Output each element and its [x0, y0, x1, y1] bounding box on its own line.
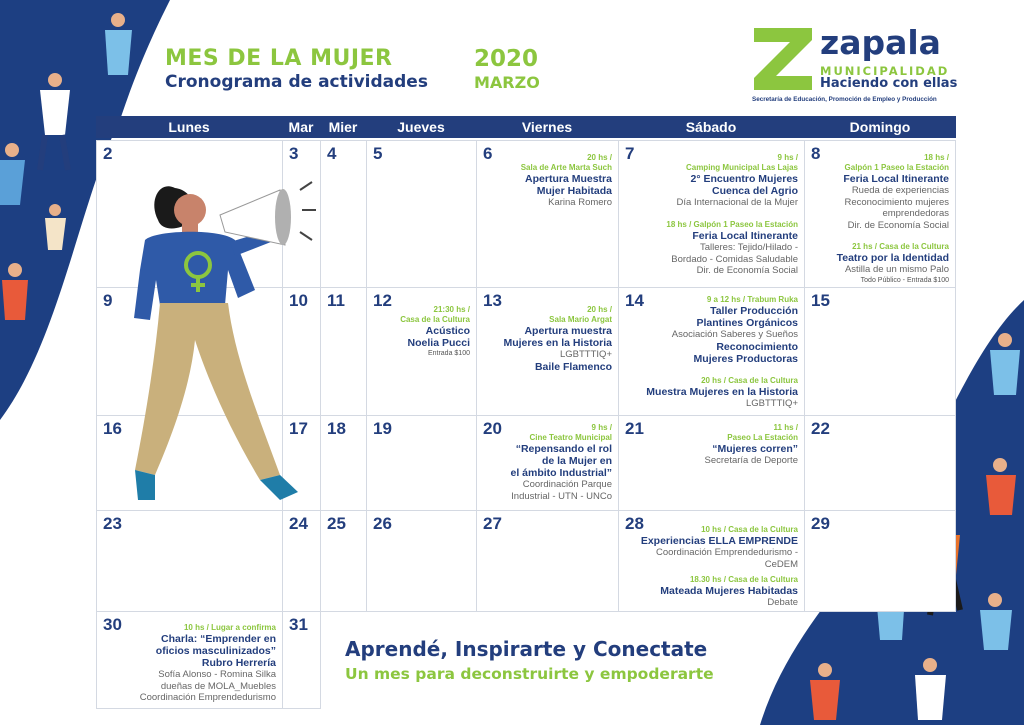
month-label: MARZO: [474, 73, 540, 92]
event-time: 21:30 hs /: [433, 305, 470, 314]
day-cell-25[interactable]: [320, 510, 367, 612]
woman-megaphone-illustration: [120, 170, 330, 510]
event-charla-emprender: [140, 623, 276, 704]
event-title: Taller Producción: [710, 305, 798, 317]
day-cell-21[interactable]: [618, 415, 805, 511]
event-detail: Todo Público - Entrada $100: [860, 276, 949, 284]
day-number: 23: [103, 514, 122, 533]
event-time: 18.30 hs / Casa de la Cultura: [689, 575, 798, 584]
day-number: 25: [327, 514, 346, 533]
event-detail: Secretaría de Deporte: [704, 455, 798, 466]
day-number: 22: [811, 419, 830, 438]
event-detail: Karina Romero: [548, 197, 612, 208]
event-mujeres-corren: [705, 423, 798, 467]
event-detail: LGBTTTIQ+: [560, 349, 612, 360]
day-cell-5[interactable]: [366, 140, 477, 288]
event-teatro-identidad: [837, 242, 949, 285]
event-title: Teatro por la Identidad: [836, 252, 949, 264]
event-detail: Asociación Saberes y Sueños: [671, 329, 798, 340]
event-detail: dueñas de MOLA_Muebles: [160, 680, 276, 692]
event-detail: Dir. de Economía Social: [696, 265, 798, 276]
event-place: Sala de Arte Marta Such: [520, 163, 612, 172]
event-title: Apertura Muestra: [525, 173, 612, 185]
brand-secretaria: Secretaría de Educación, Promoción de Empleo y Producción: [752, 96, 937, 103]
event-detail: Día Internacional de la Mujer: [676, 197, 798, 208]
event-place: Camping Municipal Las Lajas: [685, 163, 798, 172]
event-muestra-mujeres: [646, 376, 798, 410]
event-detail: Dir. de Economía Social: [847, 219, 949, 231]
day-number: 27: [483, 514, 502, 533]
event-place: Galpón 1 Paseo la Estación: [844, 163, 949, 172]
day-number: 21: [625, 419, 644, 438]
event-detail: LGBTTTIQ+: [746, 398, 798, 409]
day-cell-14[interactable]: [618, 287, 805, 416]
pants: [135, 303, 280, 480]
event-detail: Debate: [767, 597, 798, 608]
event-title: Rubro Herrería: [201, 657, 276, 669]
event-title: Plantines Orgánicos: [696, 317, 798, 329]
page-subtitle: Cronograma de actividades: [165, 72, 428, 92]
day-number: 26: [373, 514, 392, 533]
event-detail: Coordinación Parque: [522, 479, 612, 490]
event-title: Noelia Pucci: [407, 337, 470, 349]
day-number: 20: [483, 419, 502, 438]
event-time: 9 hs /: [591, 423, 612, 432]
event-title: oficios masculinizados”: [155, 645, 276, 657]
day-cell-26[interactable]: [366, 510, 477, 612]
day-number: 19: [373, 419, 392, 438]
weekday-jueves: Jueves: [397, 119, 445, 135]
day-number: 10: [289, 291, 308, 310]
day-cell-7[interactable]: [618, 140, 805, 288]
event-time: 9 a 12 hs / Trabum Ruka: [706, 295, 798, 304]
event-title: Acústico: [425, 325, 470, 337]
day-cell-27[interactable]: [476, 510, 619, 612]
header: [165, 46, 428, 92]
event-taller-produccion: [672, 295, 798, 365]
event-place: Sala Mario Argat: [549, 315, 612, 324]
day-cell-22[interactable]: [804, 415, 956, 511]
event-time: 10 hs / Casa de la Cultura: [701, 525, 798, 534]
day-cell-30[interactable]: [96, 611, 283, 709]
event-title: Feria Local Itinerante: [843, 173, 949, 185]
event-title: Baile Flamenco: [534, 360, 612, 373]
event-detail: Astilla de un mismo Palo: [844, 264, 949, 275]
event-ella-emprende: [641, 525, 798, 570]
day-number: 4: [327, 144, 337, 163]
day-cell-15[interactable]: [804, 287, 956, 416]
day-number: 24: [289, 514, 308, 533]
day-number: 28: [625, 514, 644, 533]
event-time: 18 hs /: [924, 153, 949, 162]
event-title: 2° Encuentro Mujeres: [690, 173, 798, 185]
day-number: 14: [625, 291, 644, 310]
event-apertura-muestra: [521, 153, 612, 209]
event-detail: Entrada $100: [427, 350, 470, 357]
footer-slogan: Aprendé, Inspirarte y Conectate: [345, 637, 708, 661]
event-detail: Sofía Alonso - Romina Silka: [158, 669, 276, 680]
event-title: “Mujeres corren”: [712, 443, 798, 455]
day-number: 13: [483, 291, 502, 310]
event-detail: Bordado - Comidas Saludable: [671, 253, 798, 265]
day-cell-23[interactable]: [96, 510, 283, 612]
event-place: Cine Teatro Municipal: [529, 433, 612, 442]
day-number: 18: [327, 419, 346, 438]
day-number: 11: [327, 291, 345, 310]
event-place: Paseo La Estación: [727, 433, 798, 442]
event-detail: Reconocimiento mujeres: [844, 196, 949, 208]
brand-tagline: Haciendo con ellas: [820, 76, 958, 91]
day-cell-12[interactable]: [366, 287, 477, 416]
event-title: Apertura muestra: [524, 325, 612, 337]
year-label: 2020: [474, 46, 539, 72]
event-title: Mujer Habitada: [536, 185, 612, 197]
day-cell-6[interactable]: [476, 140, 619, 288]
event-detail: emprendedoras: [882, 208, 949, 219]
event-title: Reconocimiento: [716, 340, 798, 353]
day-number: 30: [103, 615, 122, 634]
day-number: 8: [811, 144, 821, 163]
event-feria-local-domingo: [843, 153, 949, 231]
event-detail: Talleres: Tejido/Hilado -: [699, 242, 798, 253]
day-cell-28[interactable]: [618, 510, 805, 612]
day-number: 9: [103, 291, 113, 310]
event-title: el ámbito Industrial”: [510, 467, 612, 479]
event-title: Mujeres Productoras: [693, 352, 798, 365]
weekday-header: [96, 116, 956, 138]
weekday-martes: Mar: [288, 119, 314, 135]
event-time: 18 hs / Galpón 1 Paseo la Estación: [666, 220, 798, 229]
event-title: Mujeres en la Historia: [503, 337, 612, 349]
event-time: 21 hs / Casa de la Cultura: [852, 242, 949, 251]
event-repensando-rol: [510, 423, 612, 502]
event-mujeres-historia: [503, 305, 612, 373]
event-detail: Coordinación Emprendedurismo -: [655, 547, 798, 558]
day-cell-8[interactable]: [804, 140, 956, 288]
day-number: 5: [373, 144, 383, 163]
event-title: Feria Local Itinerante: [692, 230, 798, 242]
event-feria-local: [666, 220, 798, 277]
event-time: 20 hs /: [587, 305, 612, 314]
day-cell-24[interactable]: [282, 510, 321, 612]
event-title: “Repensando el rol: [515, 443, 612, 455]
day-number: 6: [483, 144, 493, 163]
day-number: 3: [289, 144, 299, 163]
day-number: 29: [811, 514, 830, 533]
day-cell-29[interactable]: [804, 510, 956, 612]
day-number: 2: [103, 144, 113, 163]
page-title: MES DE LA MUJER: [165, 46, 393, 71]
event-detail: Coordinación Emprendedurismo: [139, 692, 276, 703]
event-time: 20 hs / Casa de la Cultura: [701, 376, 798, 385]
event-time: 9 hs /: [777, 153, 798, 162]
day-number: 12: [373, 291, 392, 310]
weekday-lunes: Lunes: [168, 119, 210, 135]
event-title: de la Mujer en: [541, 455, 612, 467]
brand-municipalidad: MUNICIPALIDAD: [820, 64, 950, 78]
event-place: Casa de la Cultura: [400, 315, 470, 324]
event-title: Cuenca del Agrio: [712, 185, 798, 197]
day-cell-19[interactable]: [366, 415, 477, 511]
day-cell-20[interactable]: [476, 415, 619, 511]
day-cell-31[interactable]: [282, 611, 321, 709]
weekday-sabado: Sábado: [685, 119, 737, 135]
event-mateada: [660, 575, 798, 609]
footer-slogan-secondary: Un mes para deconstruirte y empoderarte: [345, 665, 714, 683]
event-encuentro-mujeres: [677, 153, 798, 209]
event-detail: Rueda de experiencias: [851, 185, 949, 196]
event-time: 10 hs / Lugar a confirma: [183, 623, 276, 632]
event-detail: Industrial - UTN - UNCo: [511, 490, 612, 502]
day-number: 15: [811, 291, 830, 310]
event-title: Experiencias ELLA EMPRENDE: [640, 535, 798, 547]
weekday-viernes: Viernes: [521, 119, 573, 135]
event-title: Charla: “Emprender en: [161, 633, 276, 645]
zapala-z-logo-icon: [750, 24, 820, 96]
event-title: Mateada Mujeres Habitadas: [660, 585, 798, 597]
day-number: 17: [289, 419, 308, 438]
event-time: 20 hs /: [587, 153, 612, 162]
weekday-domingo: Domingo: [849, 119, 911, 135]
event-detail: CeDEM: [764, 558, 798, 570]
event-title: Muestra Mujeres en la Historia: [646, 386, 798, 398]
day-number: 16: [103, 419, 122, 438]
weekday-miercoles: Mier: [328, 119, 358, 135]
event-time: 11 hs /: [773, 423, 798, 432]
day-number: 31: [289, 615, 308, 634]
event-acustico: [400, 305, 470, 358]
brand-name: zapala: [820, 23, 941, 62]
day-number: 7: [625, 144, 635, 163]
day-cell-13[interactable]: [476, 287, 619, 416]
megaphone-icon: [220, 182, 316, 245]
